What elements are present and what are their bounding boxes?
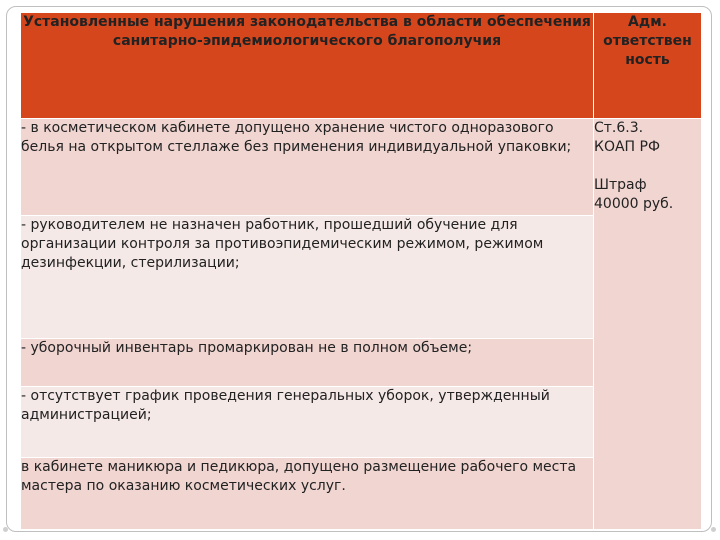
penalty-fine-amount: 40000 руб. <box>594 196 674 212</box>
penalty-code: КОАП РФ <box>594 139 661 155</box>
violation-cell: - руководителем не назначен работник, прошедший обучение для организации контроля за противоэпидемическим режимом, режимом дезинфекции, стерилизации; <box>21 216 594 339</box>
slide-corner-dot <box>3 527 8 532</box>
penalty-gap <box>594 157 701 176</box>
penalty-cell <box>594 119 702 530</box>
violation-cell: - в косметическом кабинете допущено хранение чистого одноразового белья на открытом стеллаже без применения индивидуальной упаковки; <box>21 119 594 216</box>
penalty-fine-label: Штраф <box>594 177 647 193</box>
violation-cell: - отсутствует график проведения генеральных уборок, утвержденный администрацией; <box>21 387 594 458</box>
table-row <box>21 119 702 216</box>
header-violations: Установленные нарушения законодательства в области обеспечения санитарно-эпидемиологического благополучия <box>21 13 594 119</box>
header-responsibility: Адм. ответствен ность <box>594 13 702 119</box>
violation-cell: - уборочный инвентарь промаркирован не в полном объеме; <box>21 339 594 387</box>
table-header-row <box>21 13 702 119</box>
violations-table <box>20 12 702 530</box>
slide-corner-dot <box>711 527 716 532</box>
violation-cell: в кабинете маникюра и педикюра, допущено размещение рабочего места мастера по оказанию косметических услуг. <box>21 458 594 530</box>
penalty-article: Ст.6.3. <box>594 120 644 136</box>
